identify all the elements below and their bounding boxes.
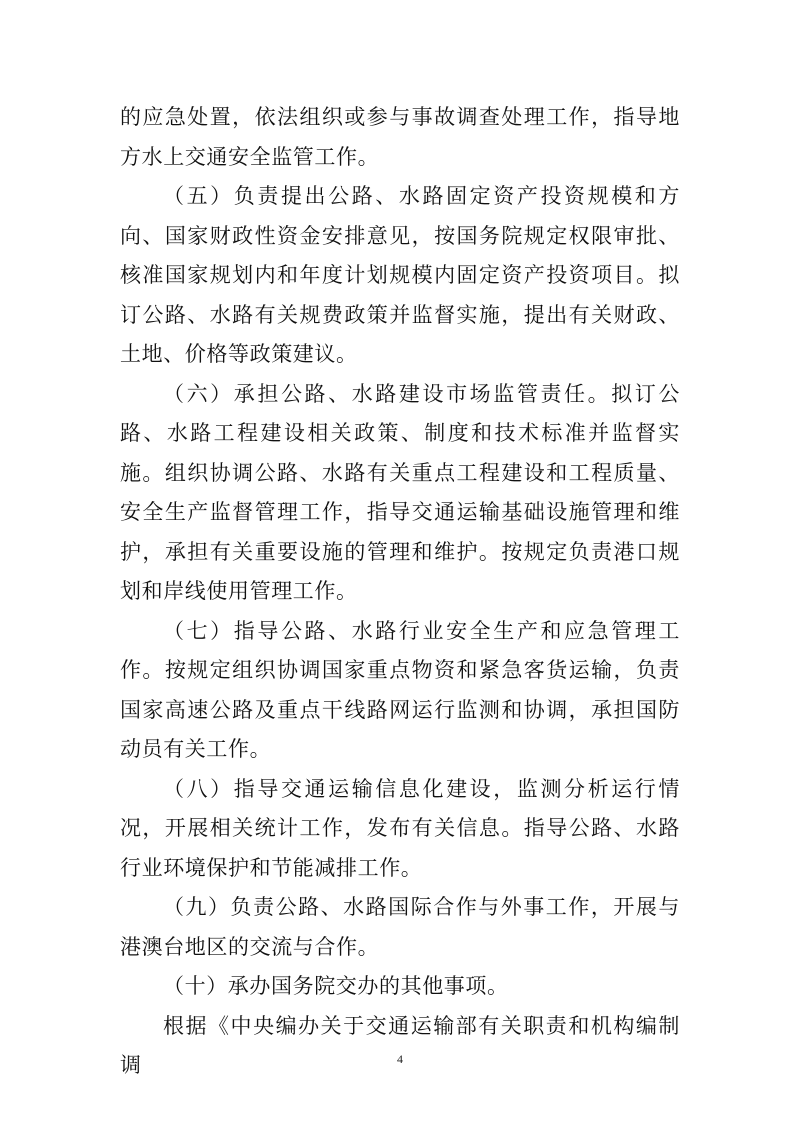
- page-number: 4: [397, 1052, 403, 1066]
- paragraph-continuation: 的应急处置，依法组织或参与事故调查处理工作，指导地方水上交通安全监管工作。: [120, 105, 680, 169]
- paragraph-item-10: （十）承办国务院交办的其他事项。: [163, 974, 509, 998]
- paragraph-basis: 根据《中央编办关于交通运输部有关职责和机构编制调: [120, 1013, 680, 1077]
- paragraph-item-6: （六）承担公路、水路建设市场监管责任。拟订公路、水路工程建设相关政策、制度和技术标准并监督实施。组织协调公路、水路有关重点工程建设和工程质量、安全生产监督管理工作，指导交通运输基础设施管理和维护，承担有关重要设施的管理和维护。按规定负责港口规划和岸线使用管理工作。: [120, 381, 680, 603]
- paragraph-item-5: （五）负责提出公路、水路固定资产投资规模和方向、国家财政性资金安排意见，按国务院规定权限审批、核准国家规划内和年度计划规模内固定资产投资项目。拟订公路、水路有关规费政策并监督实施，提出有关财政、土地、价格等政策建议。: [120, 184, 680, 366]
- paragraph-item-9: （九）负责公路、水路国际合作与外事工作，开展与港澳台地区的交流与合作。: [120, 895, 680, 959]
- document-body: [120, 98, 680, 1086]
- paragraph-item-7: （七）指导公路、水路行业安全生产和应急管理工作。按规定组织协调国家重点物资和紧急客货运输，负责国家高速公路及重点干线路网运行监测和协调，承担国防动员有关工作。: [120, 618, 680, 761]
- paragraph-item-8: （八）指导交通运输信息化建设，监测分析运行情况，开展相关统计工作，发布有关信息。指导公路、水路行业环境保护和节能减排工作。: [120, 776, 680, 880]
